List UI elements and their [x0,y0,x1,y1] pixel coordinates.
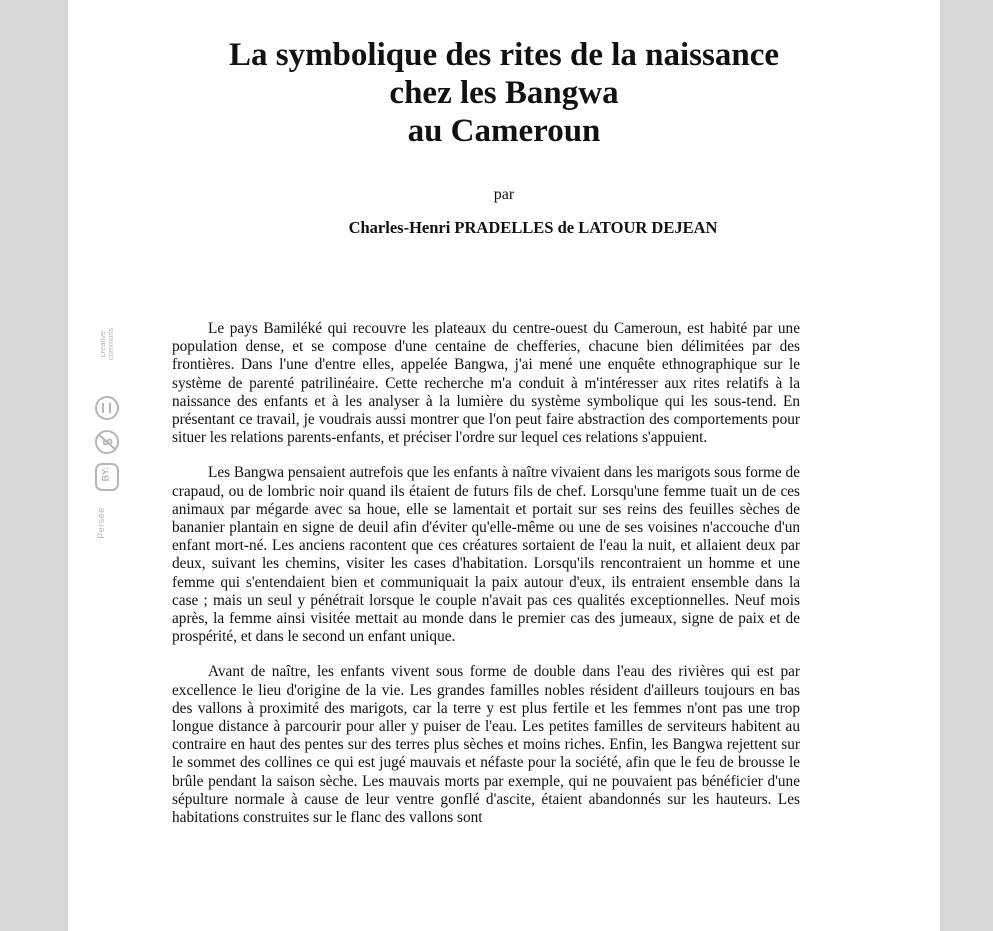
cc-label-line-2: commons [106,327,115,361]
paragraph-3: Avant de naître, les enfants vivent sous forme de double dans l'eau des rivières qui est par excellence le lieu d'origine de la vie. Les grandes familles nobles résident d'ailleurs toujours en bas des vallons à proximité des marigots, car la terre y est plus fertile et les femmes n'ont pas une trop longue distance à parcourir pour aller y puiser de l'eau. Les petites familles de serviteurs habitent au contraire en haut des pentes sur des terres plus sèches et moins riches. Enfin, les Bangwa rejettent sur le sommet des collines ce qui est jugé mauvais et néfaste pour la société, afin que le feu de brousse le brûle pendant la saison sèche. Les mauvais morts par exemple, qui ne pouvaient pas bénéficier d'une sépulture normale à cause de leur ventre gonflé d'ascite, étaient abandonnés sur les hauteurs. Les habitations construites sur le flanc des vallons sont [172,663,800,827]
by-label-badge: BY: [100,466,111,482]
non-commercial-icon [93,428,121,456]
svg-text:$: $ [100,438,115,446]
license-badge[interactable] [93,327,123,540]
document-page [68,0,940,931]
paragraph-2: Les Bangwa pensaient autrefois que les enfants à naître vivaient dans les marigots sous forme de crapaud, ou de lombric noir quand ils étaient de futurs fils de chef. Lorsqu'une femme tuait un de ces animaux par mégarde avec sa houe, elle se lamentait et portait sur ses reins des feuilles sèches de bananier plantain en signe de deuil afin d'éviter qu'elle-même ou une de ses voisines n'accouche d'un enfant mort-né. Les anciens racontent que ces créatures sortaient de l'eau la nuit, et allaient deux par deux, suivant les chemins, visiter les cases d'habitation. Lorsqu'ils rencontraient un homme et une femme qui s'entendaient bien et communiquait la paix autour d'eux, ils entraient ensemble dans la case ; mais un seul y pénétrait lorsque le couple n'avait pas ces qualités exceptionnelles. Neuf mois après, la femme ainsi visitée mettait au monde dans le premier cas des jumeaux, signe de paix et de prospérité, et dans le second un enfant unique. [172,464,800,646]
equals-icon [93,394,121,422]
article-body [172,320,800,844]
cc-label [99,324,115,364]
paragraph-1: Le pays Bamiléké qui recouvre les plateaux du centre-ouest du Cameroun, est habité par une population dense, et se compose d'une centaine de chefferies, chacune bien délimitées par des frontières. Dans l'une d'entre elles, appelée Bangwa, j'ai mené une enquête ethnographique sur le système de parenté patrilinéaire. Cette recherche m'a conduit à m'intéresser aux rites relatifs à la naissance des enfants et à les analyser à la lumière du système symbolique qui les sous-tend. En présentant ce travail, je voudrais aussi montrer que l'on peut faire abstraction des comportements pour situer les relations parents-enfants, et préciser l'ordre sur lequel ces relations s'appuient. [172,320,800,447]
persee-label: Persée [95,507,106,539]
cc-label-line-1: creative [98,330,107,358]
title-line-1: La symbolique des rites de la naissance [228,37,780,73]
title-line-3: au Cameroun [407,113,601,149]
by-label: par [493,186,515,203]
article-title [68,36,940,150]
title-line-2: chez les Bangwa [389,75,619,111]
author-name: Charles-Henri PRADELLES de LATOUR DEJEAN [348,218,718,237]
